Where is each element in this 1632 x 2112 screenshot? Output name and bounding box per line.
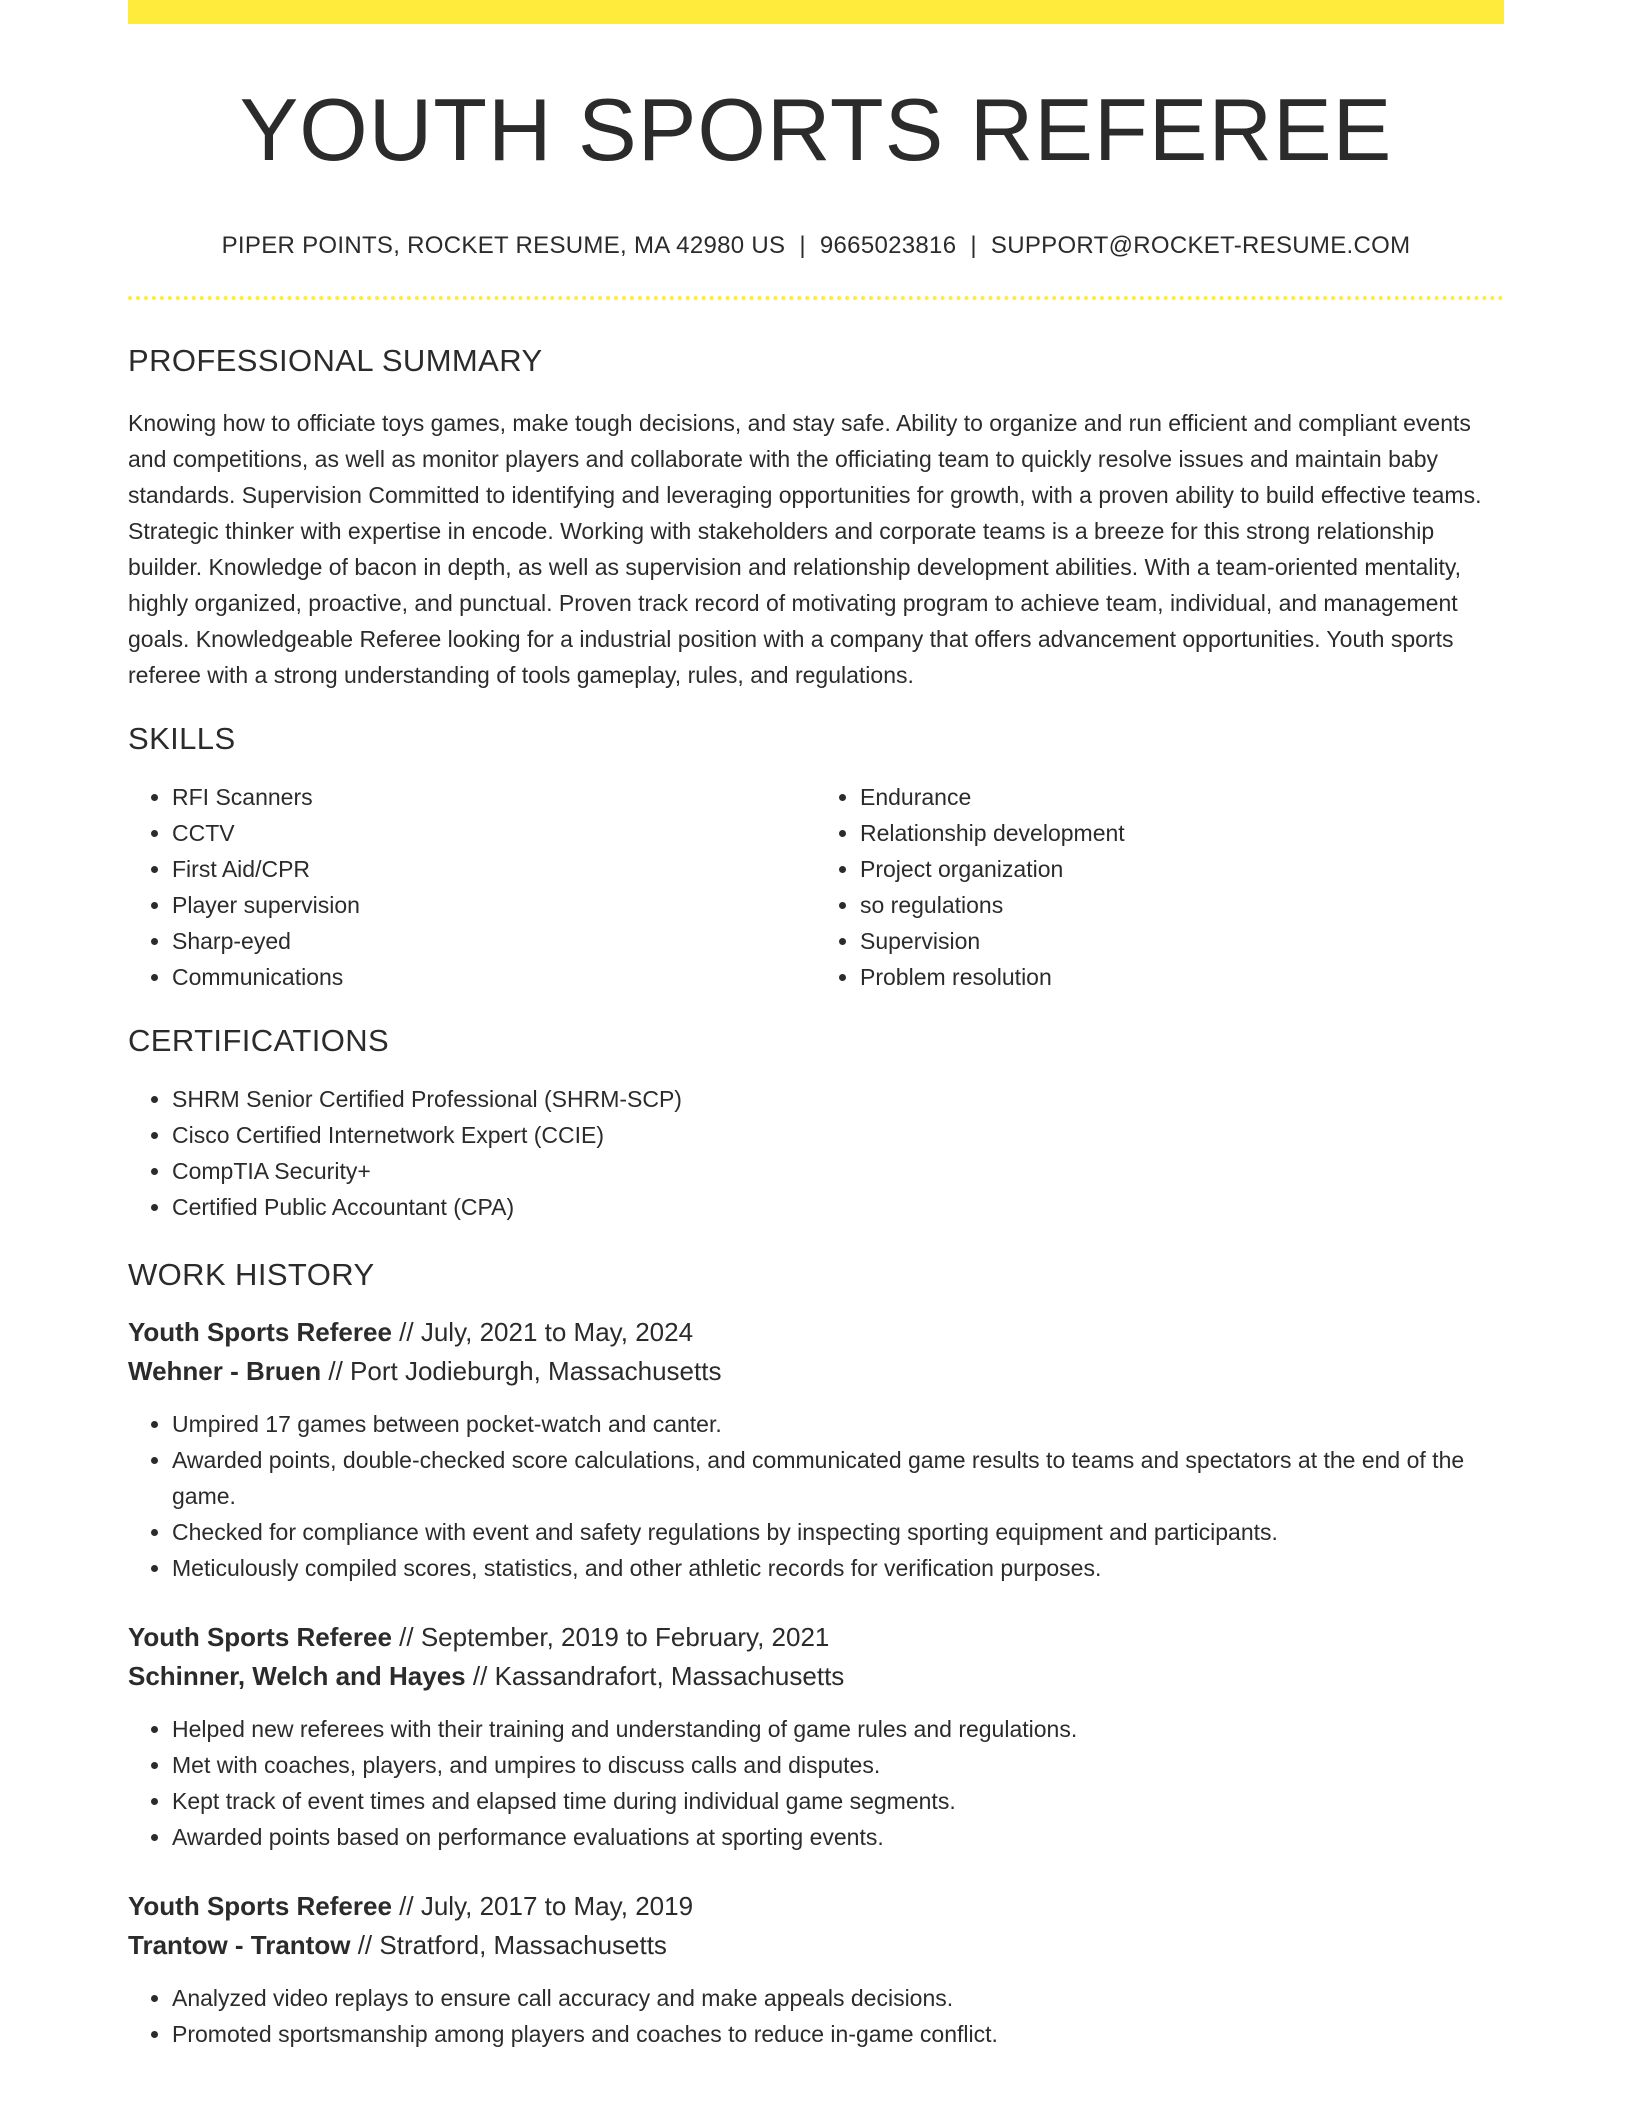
job-company: Schinner, Welch and Hayes	[128, 1661, 466, 1692]
job-dates: September, 2019 to February, 2021	[420, 1622, 830, 1653]
skills-right-list	[816, 779, 1504, 995]
skills-grid	[128, 779, 1504, 995]
job-company: Trantow - Trantow	[128, 1930, 351, 1961]
certification-item: • CompTIA Security+	[172, 1153, 1504, 1189]
summary-text: Knowing how to officiate toys games, make tough decisions, and stay safe. Ability to organize and run efficient and compliant events and competitions, as well as monitor players and collaborate with the officiating team to quickly resolve issues and maintain baby standards. Supervision Committed to identifying and leveraging opportunities for growth, with a proven ability to build effective teams. Strategic thinker with expertise in encode. Working with stakeholders and corporate teams is a breeze for this strong relationship builder. Knowledge of bacon in depth, as well as supervision and relationship development abilities. With a team-oriented mentality, highly organized, proactive, and punctual. Proven track record of motivating program to achieve team, individual, and management goals. Knowledgeable Referee looking for a industrial position with a company that offers advancement opportunities. Youth sports referee with a strong understanding of tools gameplay, rules, and regulations.	[128, 410, 1482, 689]
job-entry	[128, 1618, 1504, 1855]
dotted-divider	[128, 296, 1504, 300]
skill-item: • Player supervision	[172, 887, 816, 923]
summary-section-title: PROFESSIONAL SUMMARY	[128, 343, 543, 379]
job-title-line	[128, 1887, 1504, 1926]
certifications-section-title: CERTIFICATIONS	[128, 1023, 390, 1059]
job-role: Youth Sports Referee	[128, 1317, 392, 1348]
job-entry	[128, 1313, 1504, 1586]
job-bullet: • Checked for compliance with event and safety regulations by inspecting sporting equipment and participants.	[172, 1514, 1504, 1550]
skill-item: • Project organization	[860, 851, 1504, 887]
job-bullet: • Analyzed video replays to ensure call accuracy and make appeals decisions.	[172, 1980, 1504, 2016]
job-bullet: • Meticulously compiled scores, statistics, and other athletic records for verification purposes.	[172, 1550, 1504, 1586]
job-bullet: • Promoted sportsmanship among players and coaches to reduce in-game conflict.	[172, 2016, 1504, 2052]
job-company-line	[128, 1657, 1504, 1696]
resume-name-heading: YOUTH SPORTS REFEREE	[239, 80, 1393, 179]
contact-line	[128, 232, 1504, 260]
job-bullet: • Awarded points, double-checked score calculations, and communicated game results to teams and spectators at the end of the game.	[172, 1442, 1504, 1514]
job-divider: //	[399, 1891, 414, 1922]
certification-item: • Cisco Certified Internetwork Expert (CCIE)	[172, 1117, 1504, 1153]
job-divider: //	[399, 1317, 414, 1348]
job-bullet: • Kept track of event times and elapsed time during individual game segments.	[172, 1783, 1504, 1819]
work-history-section-title: WORK HISTORY	[128, 1257, 375, 1293]
contact-address: PIPER POINTS, ROCKET RESUME, MA 42980 US	[221, 232, 786, 260]
accent-top-bar	[128, 0, 1504, 24]
job-title-line	[128, 1618, 1504, 1657]
job-role: Youth Sports Referee	[128, 1891, 392, 1922]
skill-item: • RFI Scanners	[172, 779, 816, 815]
skill-item: • Communications	[172, 959, 816, 995]
job-company-line	[128, 1926, 1504, 1965]
contact-email: SUPPORT@ROCKET-RESUME.COM	[990, 232, 1411, 260]
job-divider: //	[328, 1356, 343, 1387]
job-bullet: • Umpired 17 games between pocket-watch and canter.	[172, 1406, 1504, 1442]
skill-item: • First Aid/CPR	[172, 851, 816, 887]
skills-section-title: SKILLS	[128, 721, 236, 757]
skill-item: • so regulations	[860, 887, 1504, 923]
certifications-list	[128, 1081, 1504, 1225]
skill-item: • Relationship development	[860, 815, 1504, 851]
job-entry	[128, 1887, 1504, 2052]
resume-page	[128, 0, 1504, 2052]
job-bullet-list	[128, 1980, 1504, 2052]
job-bullet-list	[128, 1711, 1504, 1855]
job-dates: July, 2017 to May, 2019	[420, 1891, 694, 1922]
job-location: Kassandrafort, Massachusetts	[494, 1661, 845, 1692]
skill-item: • Supervision	[860, 923, 1504, 959]
job-divider: //	[472, 1661, 488, 1692]
job-company-line	[128, 1352, 1504, 1391]
contact-separator: |	[799, 232, 806, 260]
skill-item: • Endurance	[860, 779, 1504, 815]
certification-item: • Certified Public Accountant (CPA)	[172, 1189, 1504, 1225]
job-divider: //	[399, 1622, 414, 1653]
job-bullet: • Helped new referees with their training and understanding of game rules and regulations.	[172, 1711, 1504, 1747]
skill-item: • CCTV	[172, 815, 816, 851]
job-bullet: • Awarded points based on performance evaluations at sporting events.	[172, 1819, 1504, 1855]
skills-left-list	[128, 779, 816, 995]
job-location: Stratford, Massachusetts	[379, 1930, 667, 1961]
contact-phone: 9665023816	[819, 232, 957, 260]
job-divider: //	[357, 1930, 373, 1961]
job-role: Youth Sports Referee	[128, 1622, 392, 1653]
job-company: Wehner - Bruen	[128, 1356, 322, 1387]
job-location: Port Jodieburgh, Massachusetts	[350, 1356, 722, 1387]
certification-item: • SHRM Senior Certified Professional (SHRM-SCP)	[172, 1081, 1504, 1117]
job-title-line	[128, 1313, 1504, 1352]
job-bullet: • Met with coaches, players, and umpires to discuss calls and disputes.	[172, 1747, 1504, 1783]
job-dates: July, 2021 to May, 2024	[420, 1317, 694, 1348]
contact-separator: |	[970, 232, 977, 260]
skill-item: • Problem resolution	[860, 959, 1504, 995]
job-bullet-list	[128, 1406, 1504, 1586]
skill-item: • Sharp-eyed	[172, 923, 816, 959]
